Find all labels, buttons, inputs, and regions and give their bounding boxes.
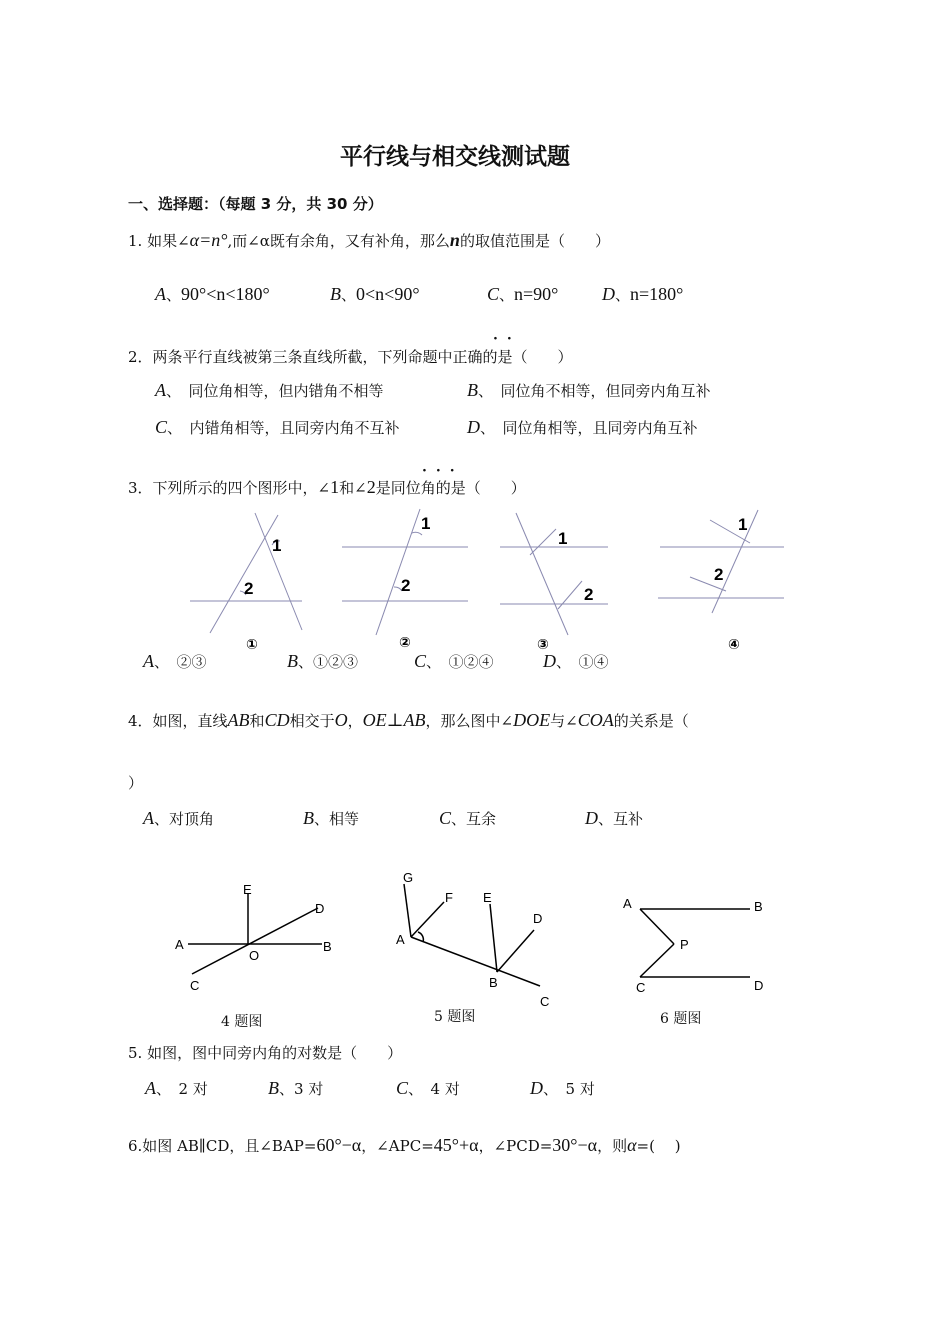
q1-option-a[interactable]: A、90°<n<180° — [155, 284, 270, 304]
q1-option-b[interactable]: B、0<n<90° — [330, 284, 420, 304]
q3-option-b[interactable]: B、①②③ — [287, 651, 359, 671]
fig4-label-b: B — [323, 939, 332, 954]
q3-emphasis-dots: ··· — [422, 463, 464, 479]
q1-prefix: 1. 如果∠ — [128, 232, 190, 250]
question-4-close: ） — [128, 774, 144, 792]
fig3-angle-2: 2 — [584, 585, 594, 604]
question-5-stem: 5. 如图，图中同旁内角的对数是（ ） — [128, 1044, 403, 1062]
q1-option-d[interactable]: D、n=180° — [602, 284, 684, 304]
fig1-angle-1: 1 — [272, 536, 282, 555]
fig1-angle-2: 2 — [244, 579, 254, 598]
fig6-label-d: D — [754, 978, 764, 993]
question-4-stem: 4．如图，直线AB和CD相交于O，OE⊥AB，那么图中∠DOE与∠COA的关系是（ — [128, 710, 689, 730]
fig6-caption: 6 题图 — [660, 1011, 702, 1027]
q4-option-d[interactable]: D、互补 — [585, 808, 644, 828]
q3-option-c[interactable]: C、 ①②④ — [414, 651, 494, 671]
q1-suffix: 的取值范围是（ ） — [459, 232, 610, 250]
q2-option-c[interactable]: C、 内错角相等，且同旁内角不互补 — [155, 417, 400, 437]
q1-variable: n — [449, 230, 460, 250]
q5-option-a[interactable]: A、 2 对 — [145, 1078, 208, 1098]
page-title: 平行线与相交线测试题 — [340, 144, 570, 170]
figure-label-3: ③ — [537, 636, 549, 652]
q4-option-c[interactable]: C、互余 — [439, 808, 497, 828]
fig4-label-d: D — [315, 901, 325, 916]
fig5-label-d: D — [533, 911, 543, 926]
fig6-label-b: B — [754, 899, 763, 914]
fig5-label-f: F — [445, 890, 453, 905]
fig6-label-c: C — [636, 980, 646, 995]
fig6-label-p: P — [680, 937, 689, 952]
fig4-label-c: C — [190, 978, 200, 993]
fig5-caption: 5 题图 — [434, 1009, 476, 1025]
fig5-label-c: C — [540, 994, 550, 1009]
fig2-angle-2: 2 — [401, 576, 411, 595]
q3-option-a[interactable]: A、 ②③ — [143, 651, 207, 671]
fig5-label-b: B — [489, 975, 498, 990]
q2-option-d[interactable]: D、 同位角相等，且同旁内角互补 — [467, 417, 698, 437]
q2-option-a[interactable]: A、 同位角相等，但内错角不相等 — [155, 380, 384, 400]
q4-option-a[interactable]: A、对顶角 — [143, 808, 215, 828]
fig6-label-a: A — [623, 896, 632, 911]
q5-option-c[interactable]: C、 4 对 — [396, 1078, 460, 1098]
fig5-label-a: A — [396, 932, 405, 947]
fig4-label-o: O — [249, 948, 260, 963]
fig5-label-e: E — [483, 890, 492, 905]
q5-option-b[interactable]: B、3 对 — [268, 1078, 324, 1098]
question-3-stem: 3．下列所示的四个图形中，∠1和∠2是同位角的是（ ） — [128, 477, 526, 497]
question-2-stem: 2．两条平行直线被第三条直线所截，下列命题中正确的是（ ） — [128, 348, 573, 366]
q4-option-b[interactable]: B、相等 — [303, 808, 360, 828]
q5-option-d[interactable]: D、 5 对 — [530, 1078, 595, 1098]
fig3-angle-1: 1 — [558, 529, 568, 548]
q2-emphasis-dots: ·· — [493, 331, 521, 347]
figure-label-2: ② — [399, 634, 411, 650]
q1-option-c[interactable]: C、n=90° — [487, 284, 559, 304]
q1-mid: ,而∠α既有余角，又有补角，那么 — [227, 232, 450, 250]
fig4-caption: 4 题图 — [221, 1014, 263, 1030]
fig2-angle-1: 1 — [421, 514, 431, 533]
q2-option-b[interactable]: B、 同位角不相等，但同旁内角互补 — [467, 380, 711, 400]
q3-figures — [180, 505, 800, 655]
fig5-label-g: G — [403, 870, 414, 885]
section-heading: 一、选择题：（每题 3 分，共 30 分） — [128, 195, 383, 213]
fig4-angle-1: 1 — [738, 515, 748, 534]
fig4-label-a: A — [175, 937, 184, 952]
q3-option-d[interactable]: D、 ①④ — [543, 651, 609, 671]
question-6-stem: 6.如图 AB∥CD，且∠BAP=60°−α，∠APC=45°+α，∠PCD=30°−α，则α=( ) — [128, 1135, 681, 1155]
q1-expression: α=n° — [189, 230, 228, 250]
figure-label-4: ④ — [728, 636, 740, 652]
fig4-label-e: E — [243, 882, 252, 897]
fig4-angle-2: 2 — [714, 565, 724, 584]
geometry-figures — [160, 862, 800, 1032]
figure-label-1: ① — [246, 636, 258, 652]
question-1-stem — [128, 230, 610, 251]
